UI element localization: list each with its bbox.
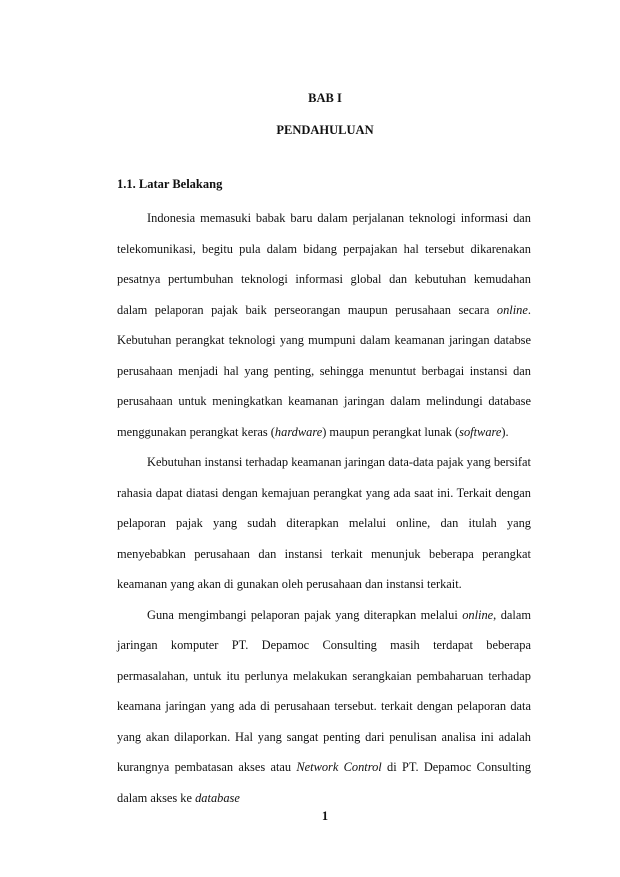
italic-term: database — [195, 790, 240, 805]
text-run: , dalam jaringan komputer PT. Depamoc Consulting masih terdapat beberapa permasalahan, untuk itu perlunya melakukan serangkaian pembaharuan terhadap keamana jaringan yang ada di perusahaan tersebut. terkait dengan pelaporan data yang akan dilaporkan. Hal yang sangat penting dari penulisan analisa ini adalah kurangnya pembatasan akses atau — [117, 607, 531, 774]
text-run: Indonesia memasuki babak baru dalam perjalanan teknologi informasi dan telekomunikasi, begitu pula dalam bidang perpajakan hal tersebut dikarenakan pesatnya pertumbuhan teknologi informasi global dan kebutuhan kemudahan dalam pelaporan pajak baik perseorangan maupun perusahaan secara — [117, 211, 531, 317]
page-number: 1 — [321, 809, 329, 823]
section-heading: 1.1. Latar Belakang — [117, 177, 223, 191]
paragraph — [117, 203, 531, 447]
italic-term: software — [459, 424, 502, 439]
text-run: Guna mengimbangi pelaporan pajak yang diterapkan melalui — [147, 607, 463, 622]
chapter-title: PENDAHULUAN — [276, 123, 374, 137]
chapter-label: BAB I — [308, 91, 342, 105]
paragraph — [117, 600, 531, 814]
text-run: ) maupun perangkat lunak ( — [322, 424, 460, 439]
italic-term: hardware — [274, 424, 323, 439]
body-text — [117, 203, 531, 813]
italic-term: online — [496, 302, 528, 317]
text-run: ). — [501, 424, 509, 439]
text-run: Kebutuhan instansi terhadap keamanan jaringan data-data pajak yang bersifat rahasia dapat diatasi dengan kemajuan perangkat yang ada saat ini. Terkait dengan pelaporan pajak yang sudah diterapkan melalui online, dan itulah yang menyebabkan perusahaan dan instansi terkait menunjuk beberapa perangkat keamanan yang akan di gunakan oleh perusahaan dan instansi terkait. — [117, 455, 531, 591]
italic-term: Network Control — [296, 760, 382, 774]
italic-term: online — [462, 607, 494, 622]
paragraph — [117, 447, 531, 600]
text-run: di PT. Depamoc Consulting dalam akses ke — [117, 760, 531, 805]
text-run: . Kebutuhan perangkat teknologi yang mumpuni dalam keamanan jaringan databse perusahaan menjadi hal yang penting, sehingga menuntut berbagai instansi dan perusahaan untuk meningkatkan keamanan jaringan dalam melindungi database menggunakan perangkat keras ( — [117, 302, 531, 439]
